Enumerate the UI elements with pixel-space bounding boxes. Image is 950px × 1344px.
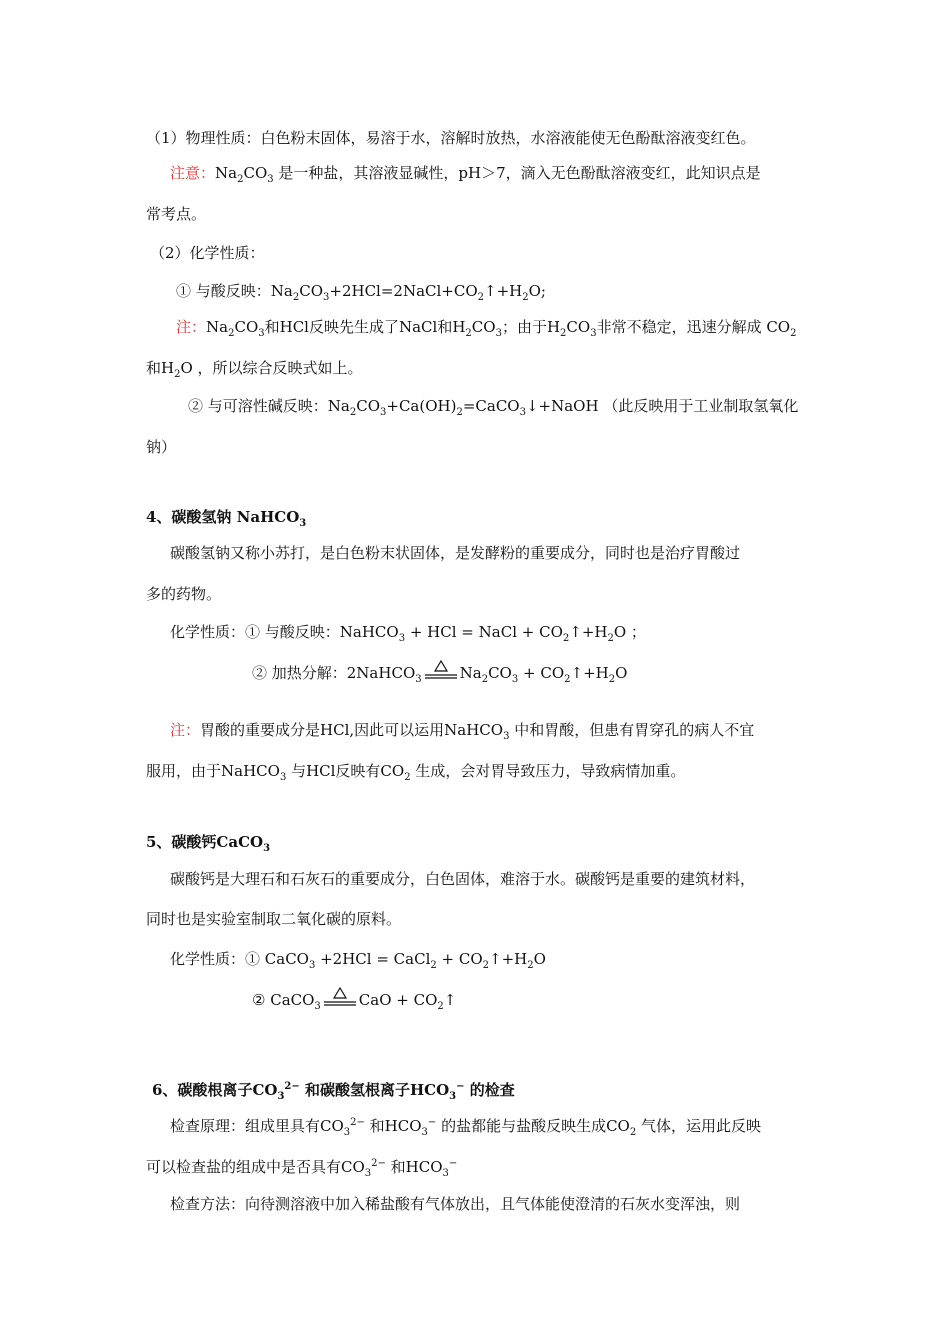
- subscript: 2: [237, 174, 244, 185]
- subscript: 3: [421, 1127, 428, 1138]
- heat-arrow-icon: [424, 664, 458, 684]
- reaction-acid: [176, 281, 546, 301]
- nahco3-desc-cont: 多的药物。: [146, 585, 222, 603]
- subscript: 2: [481, 674, 489, 685]
- superscript: 2−: [371, 1158, 386, 1169]
- subscript: 3: [267, 174, 274, 185]
- text: ② 加热分解：2NaHCO: [252, 664, 416, 682]
- subscript: 2: [564, 674, 571, 685]
- note-stomach-acid: [170, 720, 754, 740]
- note-hcl-reaction-cont: [146, 358, 363, 378]
- test-principle-cont: [146, 1157, 457, 1177]
- text: 和HCO: [364, 1117, 422, 1135]
- text: O: [533, 950, 546, 968]
- text: +2HCl=2NaCl+CO: [329, 282, 478, 300]
- subscript: 2: [629, 1127, 637, 1138]
- physical-properties: （1）物理性质：白色粉末固体，易溶于水，溶解时放热，水溶液能使无色酚酞溶液变红色。: [146, 129, 756, 147]
- text: CO: [356, 397, 380, 415]
- test-method: 检查方法：向待测溶液中加入稀盐酸有气体放出，且气体能使澄清的石灰水变浑浊，则: [170, 1195, 741, 1213]
- subscript: 3: [449, 1091, 457, 1102]
- text: CO: [243, 164, 268, 182]
- section-heading-caco3: [146, 832, 270, 852]
- text: 中和胃酸，但患有胃穿孔的病人不宜: [509, 721, 755, 739]
- section-heading-nahco3: [146, 507, 306, 527]
- note-na2co3: [170, 163, 761, 183]
- text: 与HCl反映有CO: [286, 762, 405, 780]
- subscript: 3: [323, 292, 330, 303]
- text: 生成，会对胃导致压力，导致病情加重。: [410, 762, 686, 780]
- subscript: 3: [380, 407, 387, 418]
- text: CaO + CO: [358, 991, 438, 1009]
- text: O ，所以综合反映式如上。: [180, 359, 363, 377]
- text: 胃酸的重要成分是HCl,因此可以运用NaHCO: [200, 721, 504, 739]
- text: 气体，运用此反映: [636, 1117, 761, 1135]
- subscript: 3: [364, 1168, 372, 1179]
- subscript: 2: [562, 633, 570, 644]
- subscript: 3: [314, 1001, 321, 1012]
- subscript: 3: [308, 960, 316, 971]
- text: ① 与酸反映：Na: [176, 282, 293, 300]
- text: 服用，由于NaHCO: [146, 762, 280, 780]
- note-label: 注：: [170, 721, 201, 739]
- superscript: 2−: [284, 1081, 300, 1092]
- superscript: −: [456, 1081, 465, 1092]
- text: CO: [234, 318, 259, 336]
- note-label: 注：: [176, 318, 207, 336]
- text: 可以检查盐的组成中是否具有CO: [146, 1158, 365, 1176]
- text: ↑+H: [570, 664, 609, 682]
- text: ↑+H: [484, 282, 523, 300]
- subscript: 3: [277, 1091, 285, 1102]
- subscript: 2: [527, 960, 534, 971]
- text: 检查原理：组成里具有CO: [170, 1117, 344, 1135]
- text: 非常不稳定，迅速分解成 CO: [596, 318, 791, 336]
- text: + CO: [436, 950, 483, 968]
- text: 4、碳酸氢钠 NaHCO: [146, 508, 300, 526]
- text: CO: [488, 664, 512, 682]
- subscript: 3: [258, 328, 265, 339]
- text: O ；: [613, 623, 646, 641]
- subscript: 2: [790, 328, 797, 339]
- subscript: 3: [495, 328, 502, 339]
- reaction-base-cont: 钠）: [146, 438, 177, 456]
- text: CO: [566, 318, 591, 336]
- subscript: 3: [279, 772, 287, 783]
- subscript: 2: [465, 328, 472, 339]
- subscript: 2: [560, 328, 567, 339]
- subscript: 3: [503, 731, 510, 742]
- text: 和H: [146, 359, 175, 377]
- text: ② CaCO: [252, 991, 315, 1009]
- chemical-properties: （2）化学性质：: [150, 244, 265, 262]
- subscript: 2: [404, 772, 411, 783]
- text: 5、碳酸钙CaCO: [146, 833, 264, 851]
- nahco3-chem-heat: [252, 663, 627, 684]
- text: 的盐都能与盐酸反映生成CO: [436, 1117, 630, 1135]
- text: 化学性质：① 与酸反映：NaHCO: [170, 623, 399, 641]
- section-heading-ion-test: [152, 1080, 515, 1100]
- caco3-desc: 碳酸钙是大理石和石灰石的重要成分，白色固体，难溶于水。碳酸钙是重要的建筑材料，: [170, 870, 756, 888]
- superscript: 2−: [350, 1117, 365, 1128]
- text: O;: [528, 282, 546, 300]
- text: O: [615, 664, 628, 682]
- subscript: 2: [430, 960, 437, 971]
- text: ↑+H: [569, 623, 608, 641]
- caco3-desc-cont: 同时也是实验室制取二氧化碳的原料。: [146, 910, 402, 928]
- note-stomach-acid-cont: [146, 761, 685, 781]
- reaction-base: [188, 396, 798, 416]
- subscript: 3: [299, 518, 307, 529]
- text: + CO: [518, 664, 565, 682]
- subscript: 3: [511, 674, 519, 685]
- note-label: 注意：: [170, 164, 216, 182]
- text: +2HCl = CaCl: [315, 950, 431, 968]
- subscript: 2: [607, 633, 614, 644]
- subscript: 3: [590, 328, 597, 339]
- heat-arrow-icon: [323, 991, 357, 1011]
- note-hcl-reaction: [176, 317, 796, 337]
- subscript: 2: [292, 292, 300, 303]
- text: Na: [206, 318, 229, 336]
- subscript: 2: [174, 369, 181, 380]
- subscript: 2: [522, 292, 529, 303]
- text: 和碳酸氢根离子HCO: [299, 1081, 450, 1099]
- subscript: 2: [477, 292, 485, 303]
- text: ；由于H: [501, 318, 561, 336]
- text: Na: [459, 664, 482, 682]
- caco3-chem-acid: [170, 949, 546, 969]
- text: ↑+H: [489, 950, 528, 968]
- subscript: 3: [442, 1168, 449, 1179]
- note-na2co3-cont: 常考点。: [146, 205, 207, 223]
- subscript: 2: [228, 328, 235, 339]
- text: 化学性质：① CaCO: [170, 950, 309, 968]
- text: Na: [215, 164, 238, 182]
- text: 和HCl反映先生成了NaCl和H: [264, 318, 466, 336]
- caco3-chem-heat: [252, 990, 456, 1011]
- subscript: 2: [456, 407, 463, 418]
- nahco3-desc: 碳酸氢钠又称小苏打，是白色粉末状固体，是发酵粉的重要成分，同时也是治疗胃酸过: [170, 544, 741, 562]
- text: =CaCO: [462, 397, 520, 415]
- text: 是一种盐，其溶液显碱性，pH＞7，滴入无色酚酞溶液变红，此知识点是: [273, 164, 761, 182]
- subscript: 2: [437, 1001, 444, 1012]
- test-principle: [170, 1116, 761, 1136]
- subscript: 3: [343, 1127, 351, 1138]
- text: ② 与可溶性碱反映：Na: [188, 397, 350, 415]
- text: ↓+NaOH （此反映用于工业制取氢氧化: [525, 397, 799, 415]
- superscript: −: [427, 1117, 437, 1128]
- text: +Ca(OH): [386, 397, 457, 415]
- text: 的检查: [464, 1081, 515, 1099]
- subscript: 2: [608, 674, 616, 685]
- text: 6、碳酸根离子CO: [152, 1081, 278, 1099]
- superscript: −: [448, 1158, 458, 1169]
- text: 和HCO: [385, 1158, 443, 1176]
- text: ↑: [443, 991, 457, 1009]
- subscript: 3: [415, 674, 422, 685]
- subscript: 3: [519, 407, 526, 418]
- subscript: 2: [349, 407, 357, 418]
- subscript: 3: [398, 633, 406, 644]
- subscript: 3: [263, 843, 271, 854]
- text: + HCl = NaCl + CO: [405, 623, 563, 641]
- subscript: 2: [482, 960, 490, 971]
- text: CO: [471, 318, 496, 336]
- text: CO: [299, 282, 323, 300]
- nahco3-chem-acid: [170, 622, 646, 642]
